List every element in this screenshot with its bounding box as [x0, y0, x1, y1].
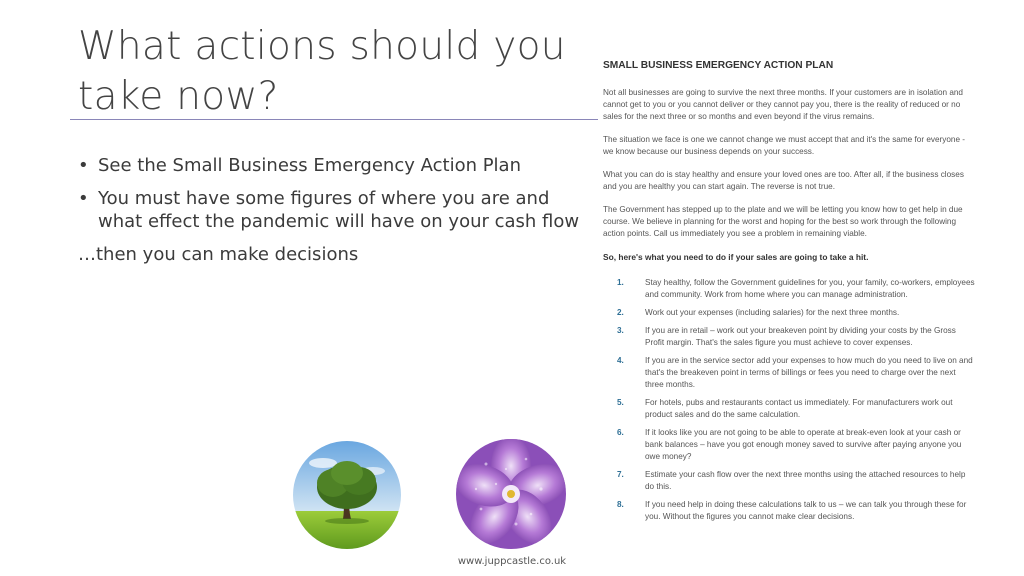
- action-item: [603, 307, 975, 319]
- footer: [0, 556, 1024, 567]
- bullet-dot-icon: •: [78, 188, 89, 209]
- title-divider: [70, 119, 598, 120]
- action-text: If you are in the service sector add your expenses to how much do you need to live on and that's the breakeven point in terms of billings or fees you need to charge over the next three months.: [645, 356, 973, 389]
- bullet-item: [78, 187, 588, 233]
- bullet-text: See the Small Business Emergency Action Plan: [98, 155, 521, 176]
- action-text: Estimate your cash flow over the next three months using the attached resources to help do this.: [645, 470, 966, 491]
- action-item: [603, 427, 975, 463]
- action-number: 7.: [617, 470, 624, 479]
- action-number: 6.: [617, 428, 624, 437]
- bullet-dot-icon: •: [78, 155, 89, 176]
- action-number: 8.: [617, 500, 624, 509]
- closing-line: …then you can make decisions: [78, 244, 359, 265]
- bullet-list: [78, 154, 588, 266]
- document-heading: SMALL BUSINESS EMERGENCY ACTION PLAN: [603, 60, 834, 71]
- bullet-text: You must have some figures of where you are and what effect the pandemic will have on your cash flow: [98, 188, 580, 232]
- action-number: 4.: [617, 356, 624, 365]
- action-text: Work out your expenses (including salaries) for the next three months.: [645, 308, 900, 317]
- action-text: If it looks like you are not going to be able to operate at break-even look at your cash or bank balances – have you got enough money saved to survive after paying anyone you owe money?: [645, 428, 962, 461]
- document-paragraph: The situation we face is one we cannot change we must accept that and it's the same for everyone - we know because our business depends on your success.: [603, 135, 966, 156]
- action-item: [603, 277, 975, 301]
- title-line-2: take now?: [78, 74, 279, 119]
- action-text: If you are in retail – work out your breakeven point by dividing your costs by the Gross Profit margin. That's the sales figure you must achieve to cover expenses.: [645, 326, 956, 347]
- action-item: [603, 499, 975, 523]
- action-text: If you need help in doing these calculations talk to us – we can talk you through these for you. Without the figures you cannot make clear decisions.: [645, 500, 967, 521]
- action-number: 1.: [617, 278, 624, 287]
- flower-illustration: [456, 439, 566, 549]
- footer-url: www.juppcastle.co.uk: [457, 556, 567, 567]
- bullet-item: [78, 154, 588, 177]
- document-subheading: So, here's what you need to do if your sales are going to take a hit.: [603, 252, 869, 262]
- slide-title: [78, 22, 578, 122]
- action-number: 5.: [617, 398, 624, 407]
- action-item: [603, 397, 975, 421]
- action-item: [603, 325, 975, 349]
- action-number: 3.: [617, 326, 624, 335]
- action-plan-document: [603, 60, 975, 529]
- tree-illustration: [293, 441, 401, 549]
- flower-image: [456, 439, 566, 549]
- tree-image: [293, 441, 401, 549]
- document-paragraph: What you can do is stay healthy and ensure your loved ones are too. After all, if the business closes and you are healthy you can start again. The reverse is not true.: [603, 170, 964, 191]
- document-paragraph: Not all businesses are going to survive the next three months. If your customers are in isolation and cannot get to you or you cannot deliver or they cannot pay you, there is the reality of reduced or no sales for the next three or so months and even beyond if the virus remains.: [603, 88, 963, 121]
- title-line-1: What actions should you: [78, 24, 566, 69]
- action-item: [603, 469, 975, 493]
- document-paragraph: The Government has stepped up to the plate and we will be letting you know how to get help in due course. We believe in planning for the worst and hoping for the best so work through the following action points. Call us immediately you see a problem in remaining viable.: [603, 205, 963, 238]
- action-text: Stay healthy, follow the Government guidelines for you, your family, co-workers, employees and community. Work from home where you can manage administration.: [645, 278, 975, 299]
- action-number: 2.: [617, 308, 624, 317]
- action-text: For hotels, pubs and restaurants contact us immediately. For manufacturers work out product sales and do the same calculation.: [645, 398, 953, 419]
- action-item: [603, 355, 975, 391]
- action-list: [603, 277, 975, 523]
